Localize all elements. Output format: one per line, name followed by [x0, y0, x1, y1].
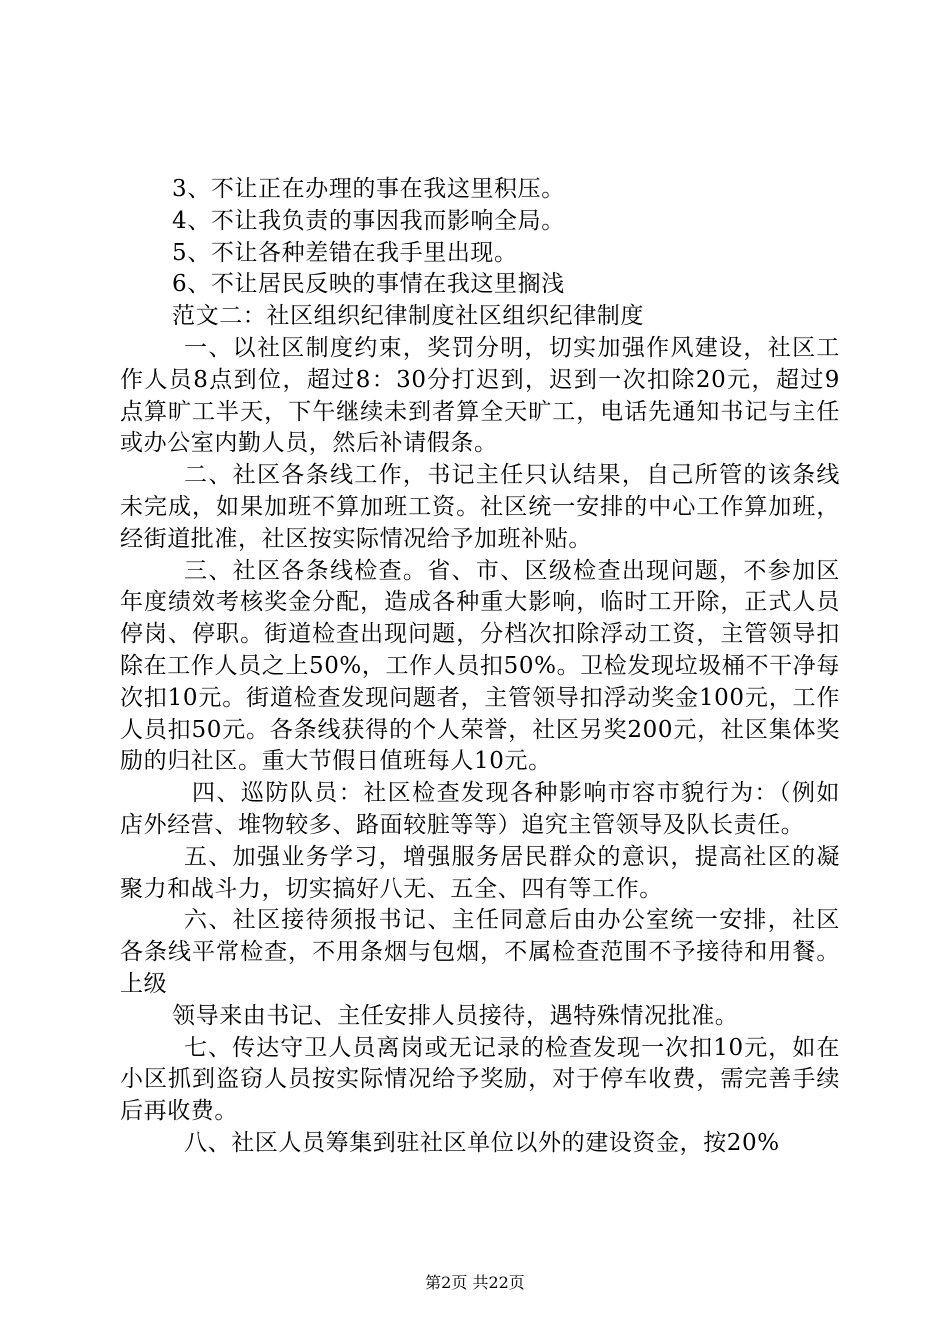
paragraph: 4、不让我负责的事因我而影响全局。 [172, 207, 565, 234]
paragraph: 范文二：社区组织纪律制度社区组织纪律制度 [172, 303, 644, 330]
paragraph: 五、加强业务学习，增强服务居民群众的意识，提高社区的凝聚力和战斗力，切实搞好八无、五全、四有等工作。 [120, 843, 840, 902]
paragraph: 5、不让各种差错在我手里出现。 [172, 239, 518, 266]
paragraph: 三、社区各条线检查。省、市、区级检查出现问题，不参加区年度绩效考核奖金分配，造成各种重大影响，临时工开除，正式人员停岗、停职。街道检查出现问题，分档次扣除浮动工资，主管领导扣除在工作人员之上50%，工作人员扣50%。卫检发现垃圾桶不干净每次扣10元。街道检查发现问题者，主管领导扣浮动奖金100元，工作人员扣50元。各条线获得的个人荣誉，社区另奖200元，社区集体奖励的归社区。重大节假日值班每人10元。 [120, 557, 840, 775]
document-body [120, 174, 840, 1160]
paragraph: 四、巡防队员：社区检查发现各种影响市容市貌行为：（例如店外经营、堆物较多、路面较脏等等）追究主管领导及队长责任。 [120, 780, 840, 838]
paragraph: 领导来由书记、主任安排人员接待，遇特殊情况批准。 [172, 1002, 739, 1029]
paragraph: 七、传达守卫人员离岗或无记录的检查发现一次扣10元，如在小区抓到盗窃人员按实际情况给予奖励，对于停车收费，需完善手续后再收费。 [120, 1034, 840, 1125]
paragraph: 六、社区接待须报书记、主任同意后由办公室统一安排，社区各条线平常检查，不用条烟与包烟，不属检查范围不予接待和用餐。上级 [120, 907, 840, 997]
paragraph: 八、社区人员筹集到驻社区单位以外的建设资金，按20% [184, 1129, 780, 1156]
page-footer: 第2页 共22页 [425, 1273, 525, 1292]
paragraph: 二、社区各条线工作，书记主任只认结果，自己所管的该条线未完成，如果加班不算加班工资。社区统一安排的中心工作算加班，经街道批准，社区按实际情况给予加班补贴。 [120, 462, 840, 552]
paragraph: 3、不让正在办理的事在我这里积压。 [172, 176, 565, 202]
paragraph: 6、不让居民反映的事情在我这里搁浅 [172, 271, 565, 298]
paragraph: 一、以社区制度约束，奖罚分明，切实加强作风建设，社区工作人员8点到位，超过8：30分打迟到，迟到一次扣除20元，超过9点算旷工半天，下午继续未到者算全天旷工，电话先通知书记与主任或办公室内勤人员，然后补请假条。 [120, 334, 840, 457]
